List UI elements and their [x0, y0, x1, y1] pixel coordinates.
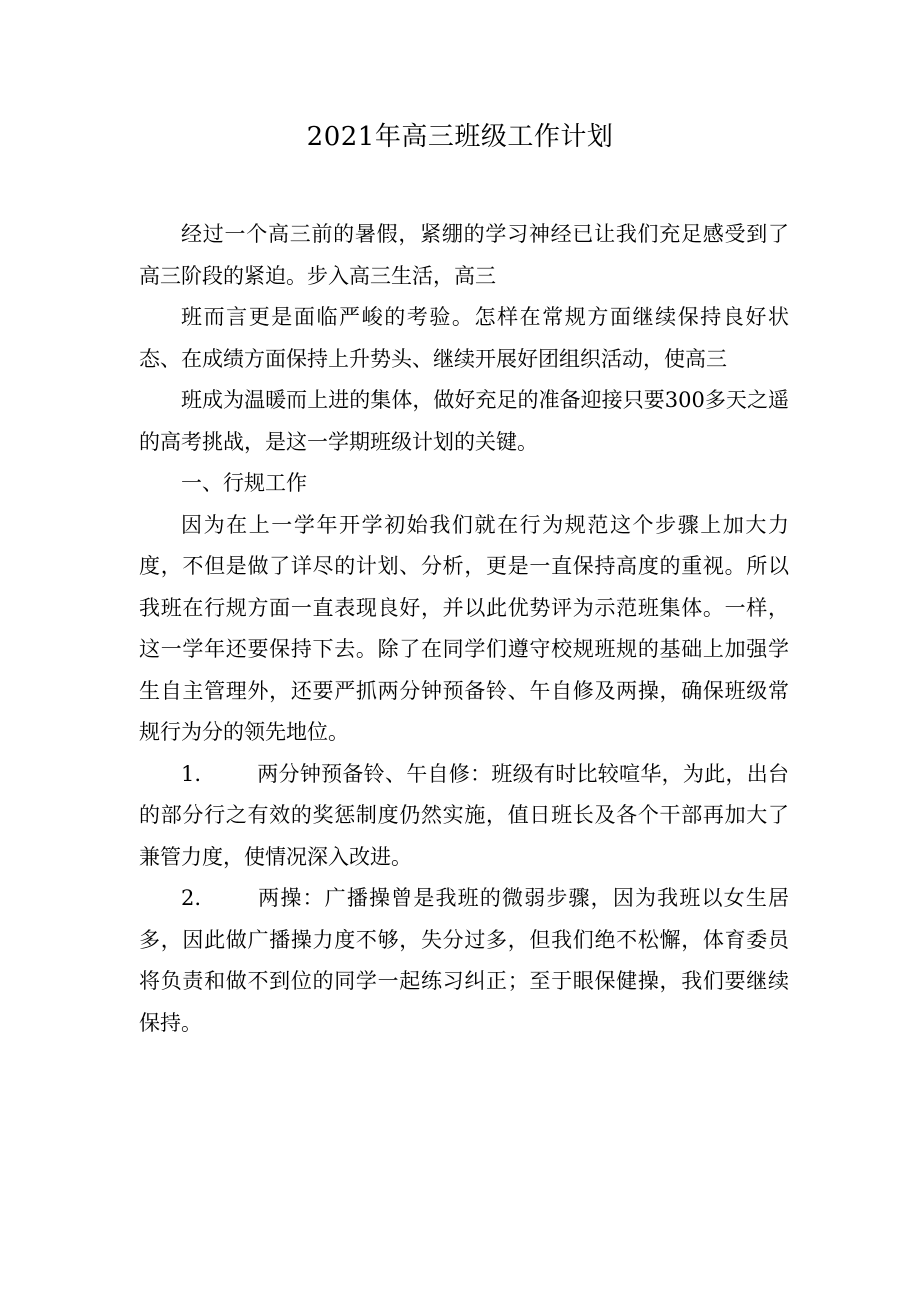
item-number: 2.: [181, 886, 202, 910]
document-title: 2021年高三班级工作计划: [306, 122, 614, 152]
item-text: 两分钟预备铃、午自修：班级有时比较喧华，为此，出台的部分行之有效的奖惩制度仍然实施，值日班长及各个干部再加大了兼管力度，使情况深入改进。: [139, 761, 789, 869]
item-number: 1.: [181, 761, 202, 786]
paragraph: 经过一个高三前的暑假，紧绷的学习神经已让我们充足感受到了高三阶段的紧迫。步入高三生活，高三: [139, 222, 789, 288]
section-heading: 一、行规工作: [181, 471, 307, 495]
numbered-item: [139, 754, 789, 879]
paragraph: 班成为温暖而上进的集体，做好充足的准备迎接只要300多天之遥的高考挑战，是这一学期班级计划的关键。: [139, 388, 789, 454]
paragraph: 班而言更是面临严峻的考验。怎样在常规方面继续保持良好状态、在成绩方面保持上升势头、继续开展好团组织活动，使高三: [139, 305, 789, 371]
item-text: 两操：广播操曾是我班的微弱步骤，因为我班以女生居多，因此做广播操力度不够，失分过多，但我们绝不松懈，体育委员将负责和做不到位的同学一起练习纠正；至于眼保健操，我们要继续保持。: [139, 886, 789, 1035]
numbered-item: [139, 878, 789, 1044]
paragraph: 因为在上一学年开学初始我们就在行为规范这个步骤上加大力度，不但是做了详尽的计划、分析，更是一直保持高度的重视。所以我班在行规方面一直表现良好，并以此优势评为示范班集体。一样，这一学年还要保持下去。除了在同学们遵守校规班规的基础上加强学生自主管理外，还要严抓两分钟预备铃、午自修及两操，确保班级常规行为分的领先地位。: [139, 512, 789, 744]
document-body: [139, 214, 789, 1044]
